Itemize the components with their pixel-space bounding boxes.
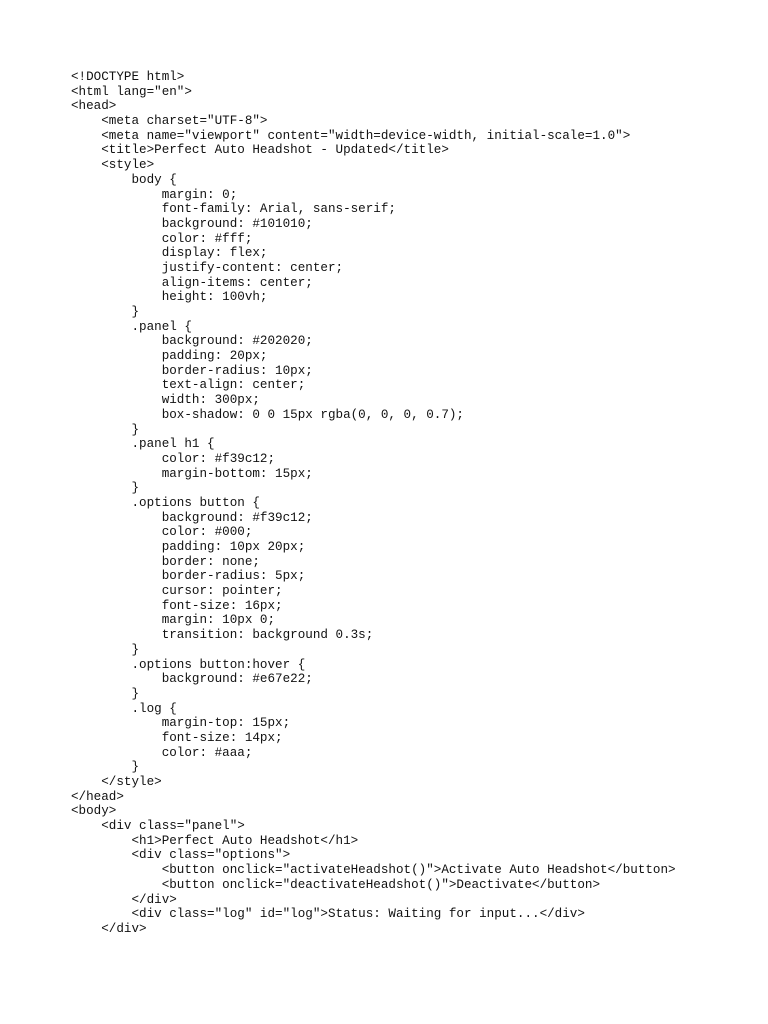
code-line: background: #101010; [71, 216, 313, 231]
code-line: .options button:hover { [71, 657, 306, 672]
code-line: font-family: Arial, sans-serif; [71, 202, 396, 217]
code-line: cursor: pointer; [71, 584, 283, 599]
code-line: margin: 0; [71, 187, 238, 202]
code-line: font-size: 14px; [71, 730, 283, 745]
code-line: text-align: center; [71, 378, 306, 393]
code-line: padding: 20px; [71, 349, 268, 364]
code-line: background: #202020; [71, 334, 313, 349]
code-line: color: #fff; [71, 231, 253, 246]
code-line: </div> [71, 921, 147, 936]
code-line: </style> [71, 775, 162, 789]
code-line: </div> [71, 892, 177, 907]
code-line: margin-top: 15px; [71, 716, 291, 731]
code-line: body { [71, 172, 177, 187]
code-line: <button onclick="activateHeadshot()">Activate Auto Headshot</button> [71, 863, 676, 878]
code-line: <meta charset="UTF-8"> [71, 114, 268, 129]
code-line: background: #f39c12; [71, 510, 313, 525]
code-line: width: 300px; [71, 393, 260, 408]
code-line: background: #e67e22; [71, 672, 313, 687]
code-line: <meta name="viewport" content="width=device-width, initial-scale=1.0"> [71, 128, 631, 143]
code-line: <!DOCTYPE html> [71, 70, 185, 84]
code-line: } [71, 481, 140, 496]
code-line: } [71, 305, 140, 319]
code-line: border: none; [71, 554, 260, 569]
code-line: .panel h1 { [71, 437, 215, 452]
code-line: <html lang="en"> [71, 84, 192, 99]
code-line: </head> [71, 789, 124, 804]
code-line: display: flex; [71, 246, 268, 261]
code-line: } [71, 422, 140, 437]
code-line: color: #aaa; [71, 745, 253, 760]
code-line: <title>Perfect Auto Headshot - Updated</title> [71, 143, 449, 158]
code-line: <h1>Perfect Auto Headshot</h1> [71, 833, 359, 848]
code-line: border-radius: 5px; [71, 569, 306, 584]
code-line: <style> [71, 158, 155, 173]
code-line: <head> [71, 99, 117, 114]
code-line: .log { [71, 701, 177, 716]
code-line: color: #f39c12; [71, 451, 276, 466]
code-line: justify-content: center; [71, 260, 344, 275]
code-line: } [71, 760, 140, 775]
code-line: <div class="log" id="log">Status: Waiting for input...</div> [71, 907, 585, 922]
code-line: color: #000; [71, 525, 253, 540]
code-line: .panel { [71, 319, 192, 334]
code-line: <div class="panel"> [71, 819, 245, 834]
code-line: border-radius: 10px; [71, 363, 313, 378]
code-listing [71, 70, 676, 937]
code-line: padding: 10px 20px; [71, 540, 306, 554]
code-line: box-shadow: 0 0 15px rgba(0, 0, 0, 0.7); [71, 407, 464, 422]
code-line: font-size: 16px; [71, 598, 283, 613]
code-line: margin: 10px 0; [71, 613, 276, 628]
code-line: <body> [71, 804, 117, 819]
code-line: .options button { [71, 495, 260, 510]
code-line: <button onclick="deactivateHeadshot()">Deactivate</button> [71, 877, 601, 892]
code-line: height: 100vh; [71, 290, 268, 305]
code-line: <div class="options"> [71, 848, 291, 863]
code-line: margin-bottom: 15px; [71, 466, 313, 481]
code-line: } [71, 642, 140, 657]
code-line: align-items: center; [71, 275, 313, 290]
code-line: transition: background 0.3s; [71, 628, 374, 643]
code-line: } [71, 686, 140, 701]
